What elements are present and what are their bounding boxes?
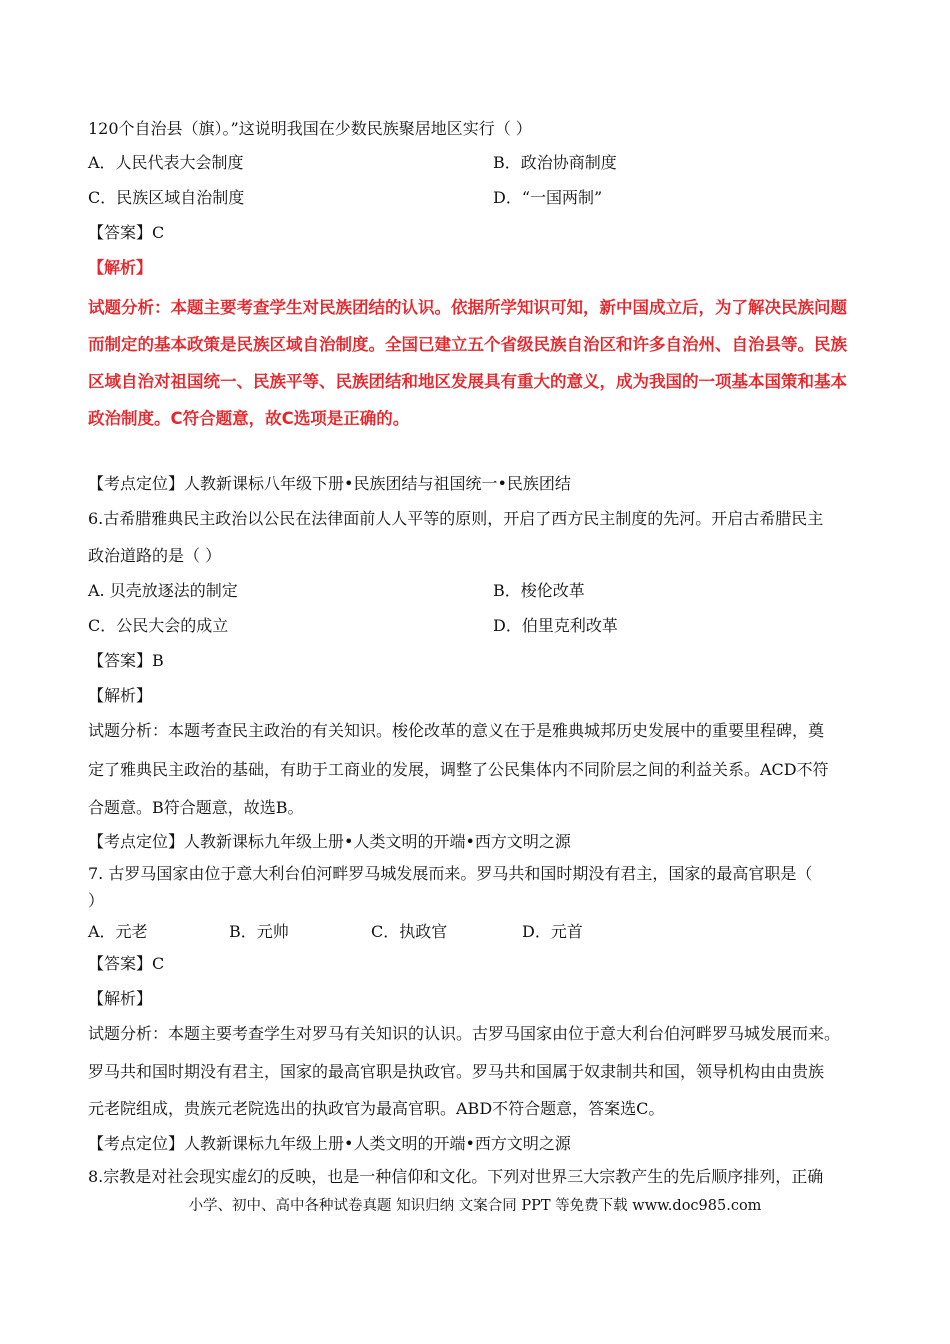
q7-kaodian: 【考点定位】人教新课标九年级上册•人类文明的开端•西方文明之源 <box>88 1134 571 1153</box>
q5-kaodian: 【考点定位】人教新课标八年级下册•民族团结与祖国统一•民族团结 <box>88 474 571 493</box>
page-footer: 小学、初中、高中各种试卷真题 知识归纳 文案合同 PPT 等免费下载 www.doc985.com <box>188 1198 762 1214</box>
q5-analysis-line-2: 而制定的基本政策是民族区域自治制度。全国已建立五个省级民族自治区和许多自治州、自治县等。民族 <box>88 335 847 354</box>
q7-option-c: C．执政官 <box>371 922 448 941</box>
q6-option-a: A. 贝壳放逐法的制定 <box>88 581 238 600</box>
q7-option-d: D．元首 <box>522 922 583 941</box>
q6-answer: 【答案】B <box>88 651 164 670</box>
q7-analysis-heading: 【解析】 <box>88 989 153 1008</box>
q5-analysis-line-1: 试题分析：本题主要考查学生对民族团结的认识。依据所学知识可知，新中国成立后，为了解决民族问题 <box>88 298 847 317</box>
q5-stem: 120个自治县（旗）。”这说明我国在少数民族聚居地区实行（ ） <box>88 119 532 138</box>
q7-stem-line-1: 7. 古罗马国家由位于意大利台伯河畔罗马城发展而来。罗马共和国时期没有君主，国家的最高官职是（ <box>88 864 813 883</box>
q5-answer: 【答案】C <box>88 223 165 242</box>
q6-option-row-2 <box>88 616 618 636</box>
q5-analysis-heading: 【解析】 <box>88 258 153 277</box>
q7-analysis-line-2: 罗马共和国时期没有君主，国家的最高官职是执政官。罗马共和国属于奴隶制共和国，领导机构由由贵族 <box>88 1062 825 1081</box>
q5-option-a: A．人民代表大会制度 <box>88 153 244 172</box>
q7-analysis-line-1: 试题分析：本题主要考查学生对罗马有关知识的认识。古罗马国家由位于意大利台伯河畔罗马城发展而来。 <box>88 1024 841 1043</box>
q6-option-row-1 <box>88 581 585 601</box>
q5-analysis-line-3: 区域自治对祖国统一、民族平等、民族团结和地区发展具有重大的意义，成为我国的一项基本国策和基本 <box>88 372 847 391</box>
q6-analysis-line-1: 试题分析：本题考查民主政治的有关知识。梭伦改革的意义在于是雅典城邦历史发展中的重要里程碑，奠 <box>88 721 825 740</box>
q7-option-b: B．元帅 <box>229 922 289 941</box>
q6-stem-line-2: 政治道路的是（ ） <box>88 546 222 565</box>
q7-option-a: A．元老 <box>88 922 148 941</box>
q7-stem-line-2: ） <box>88 891 105 910</box>
q7-answer: 【答案】C <box>88 954 165 973</box>
q7-option-row <box>88 922 583 942</box>
q5-option-c: C．民族区域自治制度 <box>88 188 245 207</box>
q6-option-d: D．伯里克利改革 <box>493 616 618 635</box>
q5-analysis-line-4: 政治制度。C符合题意，故C选项是正确的。 <box>88 409 410 428</box>
q5-option-b: B．政治协商制度 <box>493 153 617 172</box>
q6-stem-line-1: 6.古希腊雅典民主政治以公民在法律面前人人平等的原则，开启了西方民主制度的先河。开启古希腊民主 <box>88 509 824 528</box>
q6-option-c: C．公民大会的成立 <box>88 616 229 635</box>
q6-analysis-line-3: 合题意。B符合题意，故选B。 <box>88 798 304 817</box>
q5-option-row-2 <box>88 188 603 208</box>
q8-stem-line-1: 8.宗教是对社会现实虚幻的反映，也是一种信仰和文化。下列对世界三大宗教产生的先后顺序排列，正确 <box>88 1167 824 1186</box>
q6-kaodian: 【考点定位】人教新课标九年级上册•人类文明的开端•西方文明之源 <box>88 832 571 851</box>
q6-analysis-heading: 【解析】 <box>88 686 153 705</box>
q6-option-b: B．梭伦改革 <box>493 581 585 600</box>
q5-option-row-1 <box>88 153 617 173</box>
q5-option-d: D．“一国两制” <box>493 188 603 207</box>
q7-analysis-line-3: 元老院组成，贵族元老院选出的执政官为最高官职。ABD不符合题意，答案选C。 <box>88 1099 665 1118</box>
q6-analysis-line-2: 定了雅典民主政治的基础，有助于工商业的发展，调整了公民集体内不同阶层之间的利益关系。ACD不符 <box>88 760 829 779</box>
